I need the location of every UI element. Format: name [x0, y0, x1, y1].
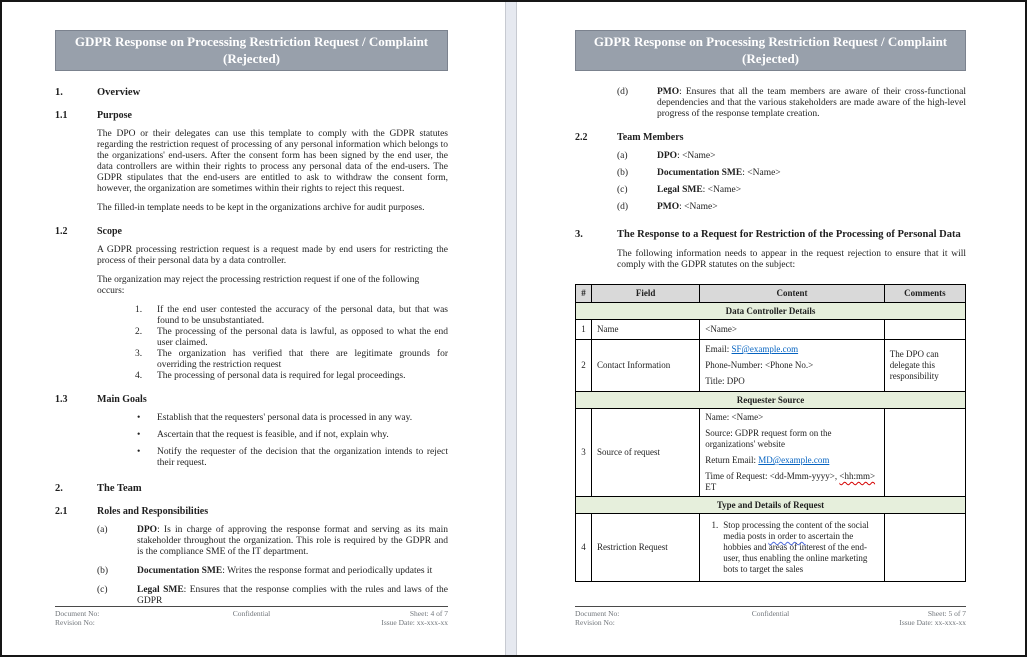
role-item-documentation-sme	[97, 566, 448, 577]
list-item	[135, 305, 448, 327]
role-text	[137, 585, 448, 607]
footer-confidential: Confidential	[751, 609, 790, 618]
footer-sheet: Sheet: 5 of 7	[927, 609, 966, 618]
col-header-content: Content	[700, 285, 884, 303]
role-label: DPO	[137, 525, 158, 535]
list-letter: (a)	[617, 151, 628, 161]
section-requester-source: Requester Source	[576, 392, 966, 409]
list-text: The organization has verified that there are legitimate grounds for overriding the restriction request	[157, 349, 448, 370]
content-line: Source: GDPR request form on the organizations' website	[705, 428, 832, 449]
content-line: Name: <Name>	[705, 412, 764, 422]
list-letter: (a)	[97, 525, 108, 535]
heading-number: 1.1	[55, 110, 68, 121]
table-row	[576, 514, 966, 582]
section-data-controller-details: Data Controller Details	[576, 303, 966, 320]
comments-cell	[884, 514, 965, 582]
heading-number: 2.2	[575, 132, 588, 143]
time-suffix: ET	[705, 482, 717, 492]
response-intro-paragraph: The following information needs to appear in the request rejection to ensure that it will comply with the GDPR statutes on the subject:	[617, 249, 966, 270]
footer-issue-date: Issue Date: xx-xxx-xx	[899, 618, 966, 627]
content-cell: <Name>	[700, 320, 884, 340]
list-item	[137, 447, 448, 469]
role-description: : Ensures that the response complies with the rules and laws of the GDPR	[137, 585, 449, 606]
list-text: Establish that the requesters' personal data is processed in any way.	[157, 413, 413, 423]
role-text	[657, 87, 966, 120]
table-header-row	[576, 285, 966, 303]
field-cell: Source of request	[592, 409, 700, 497]
member-value: : <Name>	[742, 168, 781, 178]
grammar-flagged-text: in order to	[768, 531, 806, 541]
footer-issue-date: Issue Date: xx-xxx-xx	[381, 618, 448, 627]
heading-number: 3.	[575, 229, 583, 240]
list-item	[137, 430, 448, 441]
page-footer	[55, 606, 448, 627]
row-number: 1	[576, 320, 592, 340]
role-label: PMO	[657, 87, 680, 97]
comments-cell	[884, 409, 965, 497]
footer-row-2	[575, 618, 966, 627]
role-description: : Writes the response format and periodically updates it	[222, 566, 433, 576]
email-link[interactable]: SF@example.com	[731, 344, 799, 354]
list-item	[135, 371, 448, 382]
heading-roles-responsibilities	[55, 506, 448, 517]
response-table	[575, 284, 966, 582]
member-label: DPO	[657, 151, 678, 161]
footer-revision-no: Revision No:	[575, 618, 615, 627]
item-number: 1.	[711, 520, 719, 530]
member-text	[657, 202, 966, 213]
heading-team-members	[575, 132, 966, 143]
purpose-paragraph-2: The filled-in template needs to be kept in the organizations archive for audit purposes.	[97, 203, 425, 213]
heading-scope	[55, 226, 448, 237]
member-text	[657, 168, 966, 179]
heading-text: Roles and Responsibilities	[97, 506, 209, 517]
role-item-dpo	[97, 525, 448, 558]
list-text: The processing of personal data is required for legal proceedings.	[157, 371, 406, 381]
return-email-label: Return Email:	[705, 455, 759, 465]
list-letter: (d)	[617, 202, 629, 212]
footer-sheet: Sheet: 4 of 7	[409, 609, 448, 618]
list-letter: (b)	[617, 168, 629, 178]
heading-text: Team Members	[617, 132, 684, 143]
list-item	[137, 413, 448, 424]
item-text-after: ascertain the hobbies and areas of interest of the end-user, thus enabling the online marketing bots to target the sales	[723, 531, 868, 574]
role-description: : Ensures that all the team members are aware of their cross-functional dependencies and that the various stakeholders are made aware of the high-level progress of the response template creation.	[657, 87, 966, 119]
member-value: : <Name>	[679, 202, 718, 212]
heading-number: 2.	[55, 483, 63, 494]
role-description: : Is in charge of approving the response format and serving as its main stakeholder throughout the organization. This role is required by the GDPR and is the compliance SME of the IT department.	[137, 525, 448, 557]
heading-the-team	[55, 483, 448, 494]
heading-number: 1.	[55, 87, 63, 98]
row-number: 2	[576, 340, 592, 392]
member-label: Documentation SME	[657, 168, 743, 178]
list-letter: (c)	[617, 185, 628, 195]
footer-confidential: Confidential	[232, 609, 271, 618]
bullet-icon	[137, 413, 157, 424]
heading-main-goals	[55, 394, 448, 405]
list-text: If the end user contested the accuracy of the personal data, but that was found to be unsubstantiated.	[157, 305, 448, 326]
section-type-details-request: Type and Details of Request	[576, 497, 966, 514]
heading-number: 2.1	[55, 506, 68, 517]
bullet-icon	[137, 430, 157, 441]
document-spread	[2, 2, 1025, 655]
bullet-icon	[137, 447, 157, 469]
row-number: 3	[576, 409, 592, 497]
purpose-paragraph-1: The DPO or their delegates can use this template to comply with the GDPR statutes regarding the restriction request of processing of any personal information which belongs to the organizations' end-users. After the consent form has been signed by the end user, the data controllers are within their rights to process any personal data of the end-users. The GDPR stipulates that the end-users are entitled to ask to withdraw the consent form, however, the organization are sometimes within their rights to reject this request.	[97, 129, 448, 194]
col-header-field: Field	[592, 285, 700, 303]
heading-response-request	[575, 229, 966, 240]
heading-text: Purpose	[97, 110, 132, 121]
email-label: Email:	[705, 344, 732, 354]
item-text-before: Stop processing the content of the social media posts	[723, 520, 869, 541]
member-value: : <Name>	[677, 151, 716, 161]
heading-text: Overview	[97, 87, 141, 98]
row-number: 4	[576, 514, 592, 582]
table-row	[576, 409, 966, 497]
scope-paragraph-1: A GDPR processing restriction request is a request made by end users for restricting the process of their personal data by a data controller.	[97, 245, 448, 266]
item-text	[723, 520, 878, 575]
content-line: Phone-Number: <Phone No.>	[705, 360, 814, 370]
document-title: GDPR Response on Processing Restriction Request / Complaint (Rejected)	[593, 34, 948, 66]
role-label: Legal SME	[137, 585, 184, 595]
footer-row-1	[575, 609, 966, 618]
field-cell: Restriction Request	[592, 514, 700, 582]
content-line	[705, 471, 878, 493]
list-letter: (b)	[97, 566, 109, 576]
table-row	[576, 320, 966, 340]
role-item-pmo	[617, 87, 966, 120]
list-number: 3.	[135, 349, 143, 359]
page-gutter	[505, 2, 517, 655]
content-numbered-item	[705, 520, 878, 575]
list-number: 2.	[135, 327, 143, 337]
member-value: : <Name>	[702, 185, 742, 195]
document-title: GDPR Response on Processing Restriction Request / Complaint (Rejected)	[74, 34, 429, 66]
footer-row-2	[55, 618, 448, 627]
list-letter: (c)	[97, 585, 108, 595]
scope-paragraph-2: The organization may reject the processing restriction request if one of the following occurs:	[97, 275, 420, 296]
member-label: Legal SME	[657, 185, 703, 195]
document-title-banner	[55, 30, 448, 71]
footer-row-1	[55, 609, 448, 618]
return-email-link[interactable]: MD@example.com	[758, 455, 830, 465]
member-item-legal-sme	[617, 185, 966, 196]
heading-text: The Team	[97, 483, 142, 494]
table-row	[576, 340, 966, 392]
heading-text: Scope	[97, 226, 122, 237]
list-number: 1.	[135, 305, 143, 315]
footer-document-no: Document No:	[575, 609, 620, 618]
list-text: Notify the requester of the decision that the organization intends to reject their request.	[157, 447, 448, 468]
goals-bullet-list	[137, 413, 448, 469]
heading-text: The Response to a Request for Restriction of the Processing of Personal Data	[617, 229, 961, 240]
content-cell	[700, 409, 884, 497]
footer-document-no: Document No:	[55, 609, 100, 618]
content-line: Title: DPO	[705, 376, 745, 386]
scope-numbered-list	[135, 305, 448, 382]
comments-cell	[884, 320, 965, 340]
table-section-row	[576, 497, 966, 514]
role-item-legal-sme	[97, 585, 448, 607]
list-text: Ascertain that the request is feasible, and if not, explain why.	[157, 430, 389, 440]
table-section-row	[576, 303, 966, 320]
col-header-number: #	[576, 285, 592, 303]
heading-number: 1.3	[55, 394, 68, 405]
list-letter: (d)	[617, 87, 629, 97]
content-cell	[700, 340, 884, 392]
time-label: Time of Request: <dd-Mmm-yyyy>,	[705, 471, 840, 481]
role-text	[137, 525, 448, 558]
heading-number: 1.2	[55, 226, 68, 237]
spellcheck-flagged-text: <hh:mm>	[839, 471, 876, 481]
page-footer	[575, 606, 966, 627]
list-item	[135, 349, 448, 371]
list-item	[135, 327, 448, 349]
member-label: PMO	[657, 202, 680, 212]
content-line	[705, 455, 878, 466]
field-cell: Contact Information	[592, 340, 700, 392]
member-item-documentation-sme	[617, 168, 966, 179]
content-cell	[700, 514, 884, 582]
member-item-pmo	[617, 202, 966, 213]
document-title-banner	[575, 30, 966, 71]
content-line	[705, 344, 878, 355]
footer-revision-no: Revision No:	[55, 618, 95, 627]
field-cell: Name	[592, 320, 700, 340]
table-section-row	[576, 392, 966, 409]
heading-overview	[55, 87, 448, 98]
role-text	[137, 566, 448, 577]
role-label: Documentation SME	[137, 566, 223, 576]
member-text	[657, 151, 966, 162]
member-item-dpo	[617, 151, 966, 162]
heading-text: Main Goals	[97, 394, 147, 405]
col-header-comments: Comments	[884, 285, 965, 303]
page-left	[2, 2, 505, 655]
heading-purpose	[55, 110, 448, 121]
page-right	[517, 2, 1025, 655]
member-text	[657, 185, 966, 196]
list-number: 4.	[135, 371, 143, 381]
comments-cell: The DPO can delegate this responsibility	[884, 340, 965, 392]
list-text: The processing of the personal data is lawful, as opposed to what the end user claimed.	[157, 327, 448, 348]
